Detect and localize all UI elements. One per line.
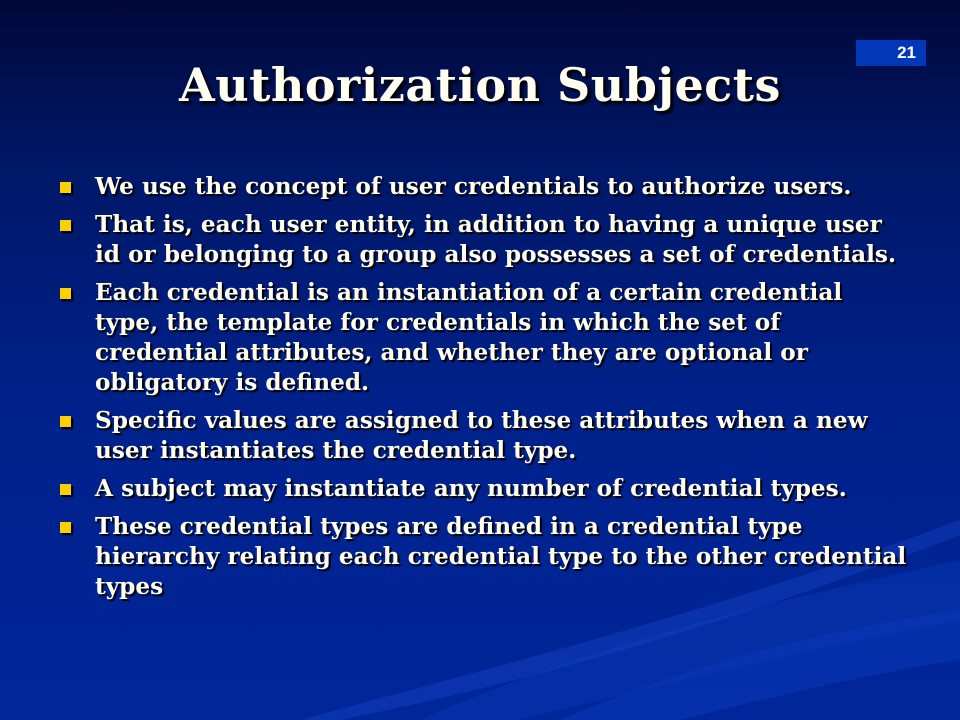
square-bullet-icon bbox=[60, 182, 71, 193]
bullet-item bbox=[60, 278, 910, 398]
bullet-item bbox=[60, 512, 910, 602]
square-bullet-icon bbox=[60, 484, 71, 495]
bullet-text: A subject may instantiate any number of credential types. bbox=[95, 475, 847, 502]
bullet-text: That is, each user entity, in addition to having a unique user id or belonging to a group also possesses a set of credentials. bbox=[95, 211, 897, 268]
bullet-item bbox=[60, 210, 910, 270]
slide-title: Authorization Subjects bbox=[179, 58, 781, 112]
bullet-text: Each credential is an instantiation of a certain credential type, the template for credentials in which the set of credential attributes, and whether they are optional or obligatory is defined. bbox=[95, 279, 843, 396]
square-bullet-icon bbox=[60, 288, 71, 299]
bullet-text: Specific values are assigned to these attributes when a new user instantiates the credential type. bbox=[95, 407, 868, 464]
bullet-list bbox=[60, 172, 910, 610]
bullet-item bbox=[60, 406, 910, 466]
square-bullet-icon bbox=[60, 416, 71, 427]
square-bullet-icon bbox=[60, 522, 71, 533]
bullet-text: We use the concept of user credentials to authorize users. bbox=[95, 173, 852, 200]
bullet-text: These credential types are defined in a credential type hierarchy relating each credential type to the other credential types bbox=[95, 513, 907, 600]
bullet-item bbox=[60, 172, 910, 202]
slide-number: 21 bbox=[856, 40, 926, 66]
square-bullet-icon bbox=[60, 220, 71, 231]
bullet-item bbox=[60, 474, 910, 504]
